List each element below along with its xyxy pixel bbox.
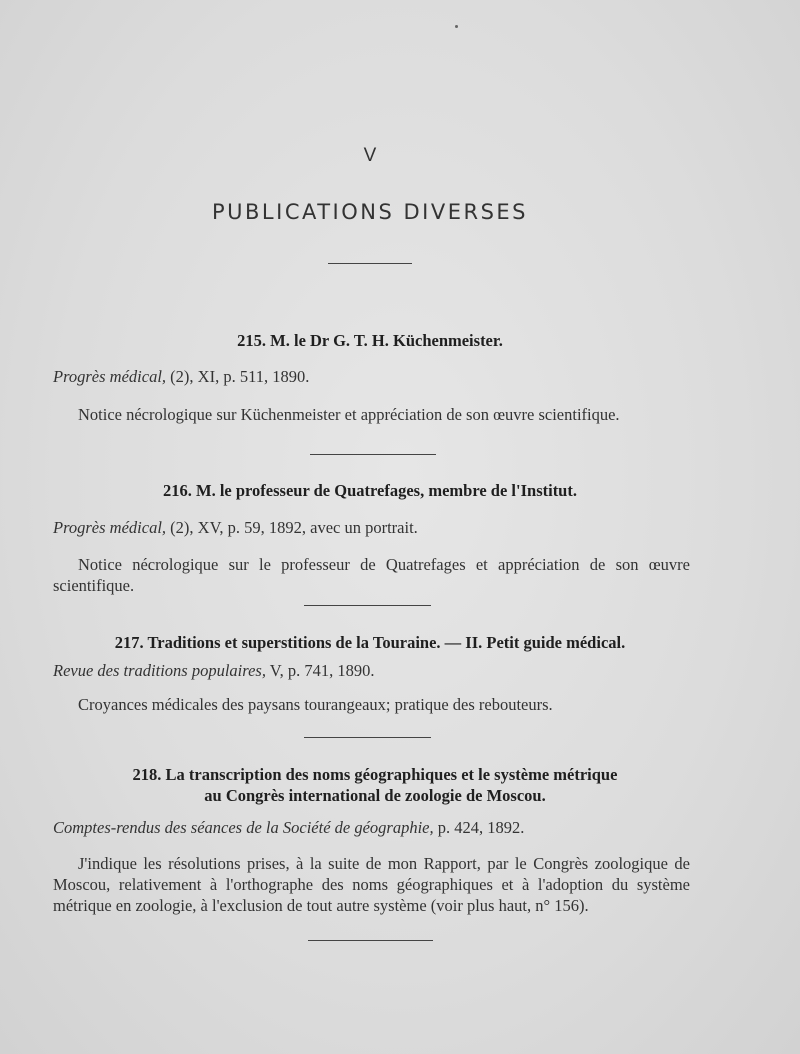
- entry-source-216: [53, 518, 703, 538]
- entry-source-detail-216: (2), XV, p. 59, 1892, avec un portrait.: [166, 518, 418, 537]
- entry-journal-218: Comptes-rendus des séances de la Société de géographie,: [53, 818, 434, 837]
- entry-separator-218: [308, 940, 433, 941]
- entry-journal-216: Progrès médical,: [53, 518, 167, 537]
- entry-description-216: Notice nécrologique sur le professeur de Quatrefages et appréciation de son œuvre scientifique.: [53, 555, 690, 595]
- entry-heading-218-line2: au Congrès international de zoologie de Moscou.: [204, 786, 546, 805]
- title-rule: [328, 263, 412, 264]
- section-numeral: V: [363, 145, 377, 166]
- entry-heading-217: 217. Traditions et superstitions de la Touraine. — II. Petit guide médical.: [114, 633, 626, 652]
- entry-separator-216: [304, 605, 431, 606]
- entry-source-218: [53, 818, 703, 838]
- entry-source-detail-217: V, p. 741, 1890.: [265, 661, 375, 680]
- entry-source-detail-215: (2), XI, p. 511, 1890.: [166, 367, 310, 386]
- print-speck: [455, 25, 458, 28]
- entry-journal-215: Progrès médical,: [53, 367, 167, 386]
- entry-source-215: [53, 367, 703, 387]
- entry-heading-215: 215. M. le Dr G. T. H. Küchenmeister.: [237, 331, 503, 350]
- section-title: PUBLICATIONS DIVERSES: [211, 200, 528, 224]
- entry-heading-218: 218. La transcription des noms géographiques et le système métrique: [132, 765, 618, 784]
- entry-description-218: J'indique les résolutions prises, à la suite de mon Rapport, par le Congrès zoologique de Moscou, relativement à l'orthographe des noms géographiques et à l'adoption du système métrique en zoologie, à l'exclusion de tout autre système (voir plus haut, n° 156).: [53, 854, 690, 915]
- entry-description-217: Croyances médicales des paysans tourangeaux; pratique des rebouteurs.: [78, 695, 553, 714]
- entry-source-detail-218: p. 424, 1892.: [433, 818, 525, 837]
- entry-separator-215: [310, 454, 436, 455]
- entry-separator-217: [304, 737, 431, 738]
- entry-source-217: [53, 661, 703, 681]
- entry-description-215: Notice nécrologique sur Küchenmeister et appréciation de son œuvre scientifique.: [78, 405, 620, 424]
- entry-journal-217: Revue des traditions populaires,: [53, 661, 266, 680]
- entry-heading-216: 216. M. le professeur de Quatrefages, membre de l'Institut.: [163, 481, 577, 500]
